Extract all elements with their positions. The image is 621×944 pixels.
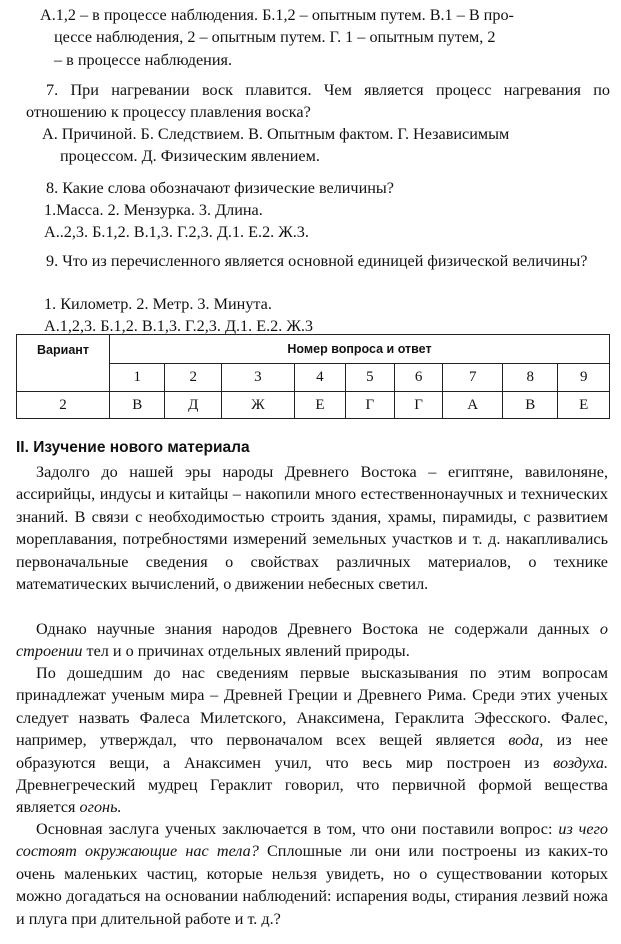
- answer-row: [17, 392, 610, 419]
- answer-cell: Г: [346, 392, 395, 419]
- numbers-header: Номер вопроса и ответ: [110, 335, 610, 364]
- question-number-cell: 8: [503, 363, 558, 392]
- question-7-answers-line-2: процессом. Д. Физическим явлением.: [60, 147, 320, 166]
- question-7-answers-line-1: А. Причиной. Б. Следствием. В. Опытным фактом. Г. Независимым: [42, 125, 510, 143]
- question-9: 9. Что из перечисленного является основной единицей физической величины?: [46, 252, 588, 270]
- paragraph-2-emphasis: о строении: [16, 620, 608, 661]
- paragraph-2-text-b: тел и о причинах отдельных явлений природы.: [82, 642, 410, 661]
- previous-answer-options: [40, 4, 610, 71]
- paragraph-2-text-a: Однако научные знания народов Древнего Востока не содержали данных: [36, 620, 600, 638]
- paragraph-4-text-a: Основная заслуга ученых заключается в том, что они поставили вопрос:: [36, 820, 559, 838]
- question-number-cell: 1: [110, 363, 165, 392]
- previous-answer-line-2: цессе наблюдения, 2 – опытным путем. Г. 1 – опытным путем, 2: [54, 28, 496, 47]
- answer-cell: В: [110, 392, 165, 419]
- paragraph-4-text-b: Сплошные ли они или построены из каких-то очень маленьких частиц, которые нельзя увидеть, но о существовании которых можно догадаться на основании наблюдений: испарения воды, стирания лезвий ножа и плуга при длительной работе и т. д.?: [16, 842, 609, 928]
- question-number-cell: 4: [294, 363, 345, 392]
- answer-cell: Ж: [222, 392, 295, 419]
- question-9-items: 1. Километр. 2. Метр. 3. Минута.: [44, 295, 272, 313]
- question-7-answers: [42, 123, 602, 168]
- question-number-cell: 6: [394, 363, 443, 392]
- question-7: 7. При нагревании воск плавится. Чем является процесс нагревания по отношению к процессу плавления воска?: [26, 81, 610, 122]
- question-9-options: А.1,2,3. Б.1,2. В.1,3. Г.2,3. Д.1. Е.2. Ж.3: [44, 317, 313, 335]
- paragraph-3-text-b: из нее образуются вещи, а Анаксимен учил, что весь мир построен из: [16, 731, 608, 772]
- paragraph-4-emphasis: из чего состоят окружающие нас тела?: [16, 820, 608, 861]
- paragraph-4: [16, 818, 608, 930]
- paragraph-3-emphasis-water: вода,: [508, 731, 544, 750]
- answer-cell: Г: [394, 392, 443, 419]
- question-number-cell: 5: [346, 363, 395, 392]
- question-number-cell: 7: [443, 363, 503, 392]
- question-number-cell: 2: [165, 363, 222, 392]
- paragraph-2: [16, 618, 608, 663]
- answer-key-table: [16, 334, 610, 419]
- paragraph-3-emphasis-air: воздуха.: [553, 753, 608, 772]
- question-8: 8. Какие слова обозначают физические величины?: [46, 179, 394, 197]
- question-number-cell: 3: [222, 363, 295, 392]
- answer-cell: А: [443, 392, 503, 419]
- answer-cell: Д: [165, 392, 222, 419]
- variant-cell: 2: [17, 392, 110, 419]
- answer-table-header-row: [17, 335, 610, 364]
- paragraph-3-text-a: По дошедшим до нас сведениям первые высказывания по этим вопросам принадлежат ученым мира – Древней Греции и Древнего Рима. Среди этих ученых следует назвать Фалеса Милетского, Анаксимена, Гераклита Эфесского. Фалес, например, утверждал, что первоначалом всех вещей является: [16, 664, 608, 750]
- paragraph-1: Задолго до нашей эры народы Древнего Востока – египтяне, вавилоняне, ассирийцы, индусы и китайцы – накопили много естественнонаучных и технических знаний. В связи с необходимостью строить здания, храмы, пирамиды, с развитием мореплавания, потребностями измерений земельных участков и т. д. накапливались первоначальные сведения о свойствах различных материалов, о технике математических вычислений, о движении небесных светил.: [16, 463, 608, 594]
- section-heading: II. Изучение нового материала: [16, 439, 250, 456]
- question-8-items: 1.Масса. 2. Мензурка. 3. Длина.: [44, 201, 263, 219]
- paragraph-3-text-c: Древнегреческий мудрец Гераклит говорил, что первичной формой вещества является: [16, 776, 608, 817]
- answer-cell: В: [503, 392, 558, 419]
- question-number-cell: 9: [558, 363, 610, 392]
- answer-cell: Е: [558, 392, 610, 419]
- previous-answer-line-3: – в процессе наблюдения.: [54, 50, 232, 69]
- answer-cell: Е: [294, 392, 345, 419]
- question-8-options: А..2,3. Б.1,2. В.1,3. Г.2,3. Д.1. Е.2. Ж.3.: [44, 223, 309, 241]
- previous-answer-line-1: А.1,2 – в процессе наблюдения. Б.1,2 – опытным путем. В.1 – В про-: [40, 6, 514, 24]
- paragraph-3-emphasis-fire: огонь.: [79, 798, 122, 817]
- variant-header: Вариант: [17, 335, 110, 392]
- paragraph-3: [16, 662, 608, 819]
